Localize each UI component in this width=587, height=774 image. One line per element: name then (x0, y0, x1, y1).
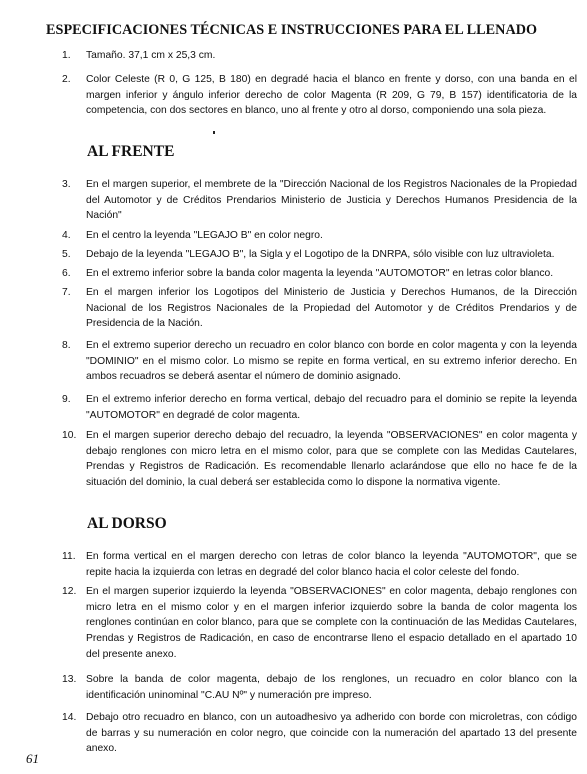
item-number: 11. (62, 551, 76, 562)
page-number: 61 (26, 751, 39, 766)
item-text: Color Celeste (R 0, G 125, B 180) en degradé hacia el blanco en frente y dorso, con una banda en el margen inferior y ángulo inferior derecho de color Magenta (R 209, G 79, B 157) identificatoria de la competencia, con dos sectores en blanco, uno al frente y otro al dorso, componiendo una sola pieza. (86, 74, 577, 117)
item-number: 13. (62, 674, 77, 685)
item-text: En el extremo inferior sobre la banda color magenta la leyenda "AUTOMOTOR" en letras color blanco. (86, 268, 554, 279)
item-text: En el centro la leyenda "LEGAJO B" en color negro. (86, 230, 323, 241)
section-heading-back: AL DORSO (87, 515, 167, 532)
item-text: En el margen inferior los Logotipos del Ministerio de Justicia y Derechos Humanos, de la Dirección Nacional de los Registros Nacionales de la Propiedad del Automotor y de Créditos Prendarios y de Presidencia de la Nación. (86, 287, 577, 330)
section-heading-front: AL FRENTE (87, 143, 175, 160)
item-number: 7. (62, 287, 71, 298)
item-text: En el margen superior izquierdo la leyenda "OBSERVACIONES" en color magenta, debajo renglones con micro letra en el mismo color y en el margen inferior izquierdo sobre la banda de color magenta los renglones continúan en color blanco, para que se complete con la continuación de las Medidas Cautelares, Prendas y Registros de Radicación, en caso de encontrarse lleno el espacio detallado en el apartado 10 del presente anexo. (86, 586, 577, 660)
item-number: 14. (62, 712, 77, 723)
item-number: 9. (62, 394, 71, 405)
item-text: Tamaño. 37,1 cm x 25,3 cm. (86, 50, 216, 61)
item-number: 8. (62, 340, 71, 351)
item-number: 2. (62, 74, 71, 85)
scan-speck (213, 131, 215, 134)
item-text: Sobre la banda de color magenta, debajo de los renglones, un recuadro en color blanco con la identificación uninominal "C.AU Nº" y numeración pre impreso. (86, 674, 577, 701)
page-title: ESPECIFICACIONES TÉCNICAS E INSTRUCCIONES PARA EL LLENADO (46, 22, 538, 38)
item-number: 6. (62, 268, 71, 279)
item-text: En forma vertical en el margen derecho con letras de color blanco la leyenda "AUTOMOTOR", que se repite hacia la izquierda con letras en degradé del color blanco hacia el color celeste del fondo. (86, 551, 577, 578)
item-number: 10. (62, 430, 77, 441)
item-text: En el extremo superior derecho un recuadro en color blanco con borde en color magenta y con la leyenda "DOMINIO" en el mismo color. Lo mismo se repite en forma vertical, en su extremo inferior derecho. En ambos recuadros se deberá asentar el número de dominio asignado. (86, 340, 577, 383)
item-number: 5. (62, 249, 71, 260)
item-text: En el margen superior, el membrete de la "Dirección Nacional de los Registros Nacionales de la Propiedad del Automotor y de Créditos Prendarios Ministerio de Justicia y Derechos Humanos Presidencia de la Nación" (86, 179, 577, 222)
item-number: 4. (62, 230, 71, 241)
item-text: Debajo otro recuadro en blanco, con un autoadhesivo ya adherido con borde con microletras, con código de barras y su numeración en color negro, que coincide con la numeración del apartado 13 del presente anexo. (86, 712, 577, 755)
item-number: 1. (62, 50, 71, 61)
item-text: En el extremo inferior derecho en forma vertical, debajo del recuadro para el dominio se repite la leyenda "AUTOMOTOR" en degradé de color magenta. (86, 394, 577, 421)
item-text: En el margen superior derecho debajo del recuadro, la leyenda "OBSERVACIONES" en color magenta y debajo renglones con micro letra en el mismo color, para que se complete con las Medidas Cautelares, Prendas y Registros de Radicación. Es recomendable llenarlo aclarándose que ello no hace fe de la situación del dominio, la cual deberá ser establecida como lo dispone la normativa vigente. (86, 430, 577, 489)
item-number: 3. (62, 179, 71, 190)
item-number: 12. (62, 586, 77, 597)
item-text: Debajo de la leyenda "LEGAJO B", la Sigla y el Logotipo de la DNRPA, sólo visible con luz ultravioleta. (86, 249, 555, 260)
